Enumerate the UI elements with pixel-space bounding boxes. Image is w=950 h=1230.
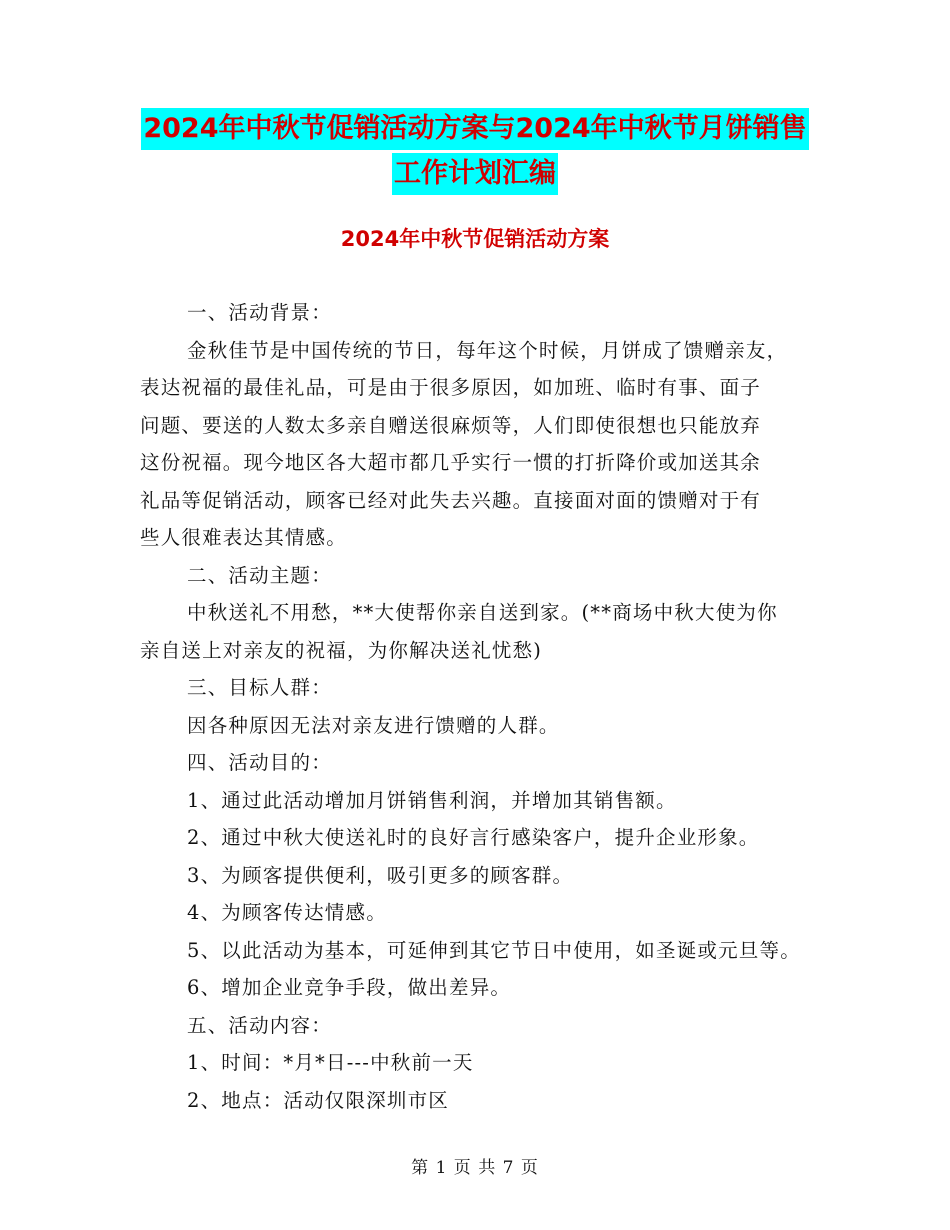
page-footer: 第 1 页 共 7 页: [411, 1158, 539, 1178]
paragraph-line: 礼品等促销活动，顾客已经对此失去兴趣。直接面对面的馈赠对于有: [140, 488, 762, 512]
document-title-line-2: 工作计划汇编: [392, 153, 558, 195]
document-body: [140, 294, 830, 1119]
paragraph-line: 金秋佳节是中国传统的节日，每年这个时候，月饼成了馈赠亲友，: [187, 338, 788, 362]
paragraph-line: 四、活动目的：: [187, 751, 332, 774]
paragraph-line: 6、增加企业竞争手段，做出差异。: [187, 976, 512, 999]
paragraph-line: 五、活动内容：: [187, 1013, 332, 1037]
paragraph-line: 4、为顾客传达情感。: [187, 901, 387, 924]
paragraph-line: 5、以此活动为基本，可延伸到其它节日中使用，如圣诞或元旦等。: [187, 938, 801, 962]
paragraph-line: 2、通过中秋大使送礼时的良好言行感染客户，提升企业形象。: [187, 826, 760, 849]
paragraph-line: 1、时间：*月*日---中秋前一天: [187, 1051, 474, 1074]
paragraph-line: 问题、要送的人数太多亲自赠送很麻烦等，人们即使很想也只能放弃: [140, 413, 762, 437]
paragraph-line: 亲自送上对亲友的祝福，为你解决送礼忧愁): [140, 638, 543, 662]
paragraph-line: 因各种原因无法对亲友进行馈赠的人群。: [187, 713, 560, 737]
paragraph-line: 中秋送礼不用愁，**大使帮你亲自送到家。(**商场中秋大使为你: [187, 601, 778, 624]
paragraph-line: 3、为顾客提供便利，吸引更多的顾客群。: [187, 863, 574, 887]
document-title: [0, 108, 950, 195]
paragraph-line: 些人很难表达其情感。: [140, 526, 348, 549]
paragraph-line: 这份祝福。现今地区各大超市都几乎实行一惯的打折降价或加送其余: [140, 451, 762, 474]
paragraph-line: 2、地点：活动仅限深圳市区: [187, 1088, 450, 1112]
paragraph-line: 二、活动主题：: [187, 563, 332, 587]
paragraph-line: 一、活动背景：: [187, 301, 332, 324]
paragraph-line: 1、通过此活动增加月饼销售利润，并增加其销售额。: [187, 788, 677, 812]
paragraph-line: 表达祝福的最佳礼品，可是由于很多原因，如加班、临时有事、面子: [140, 376, 762, 399]
section-title: 2024年中秋节促销活动方案: [340, 227, 610, 251]
paragraph-line: 三、目标人群：: [187, 676, 332, 699]
document-title-line-1: 2024年中秋节促销活动方案与2024年中秋节月饼销售: [141, 108, 808, 150]
